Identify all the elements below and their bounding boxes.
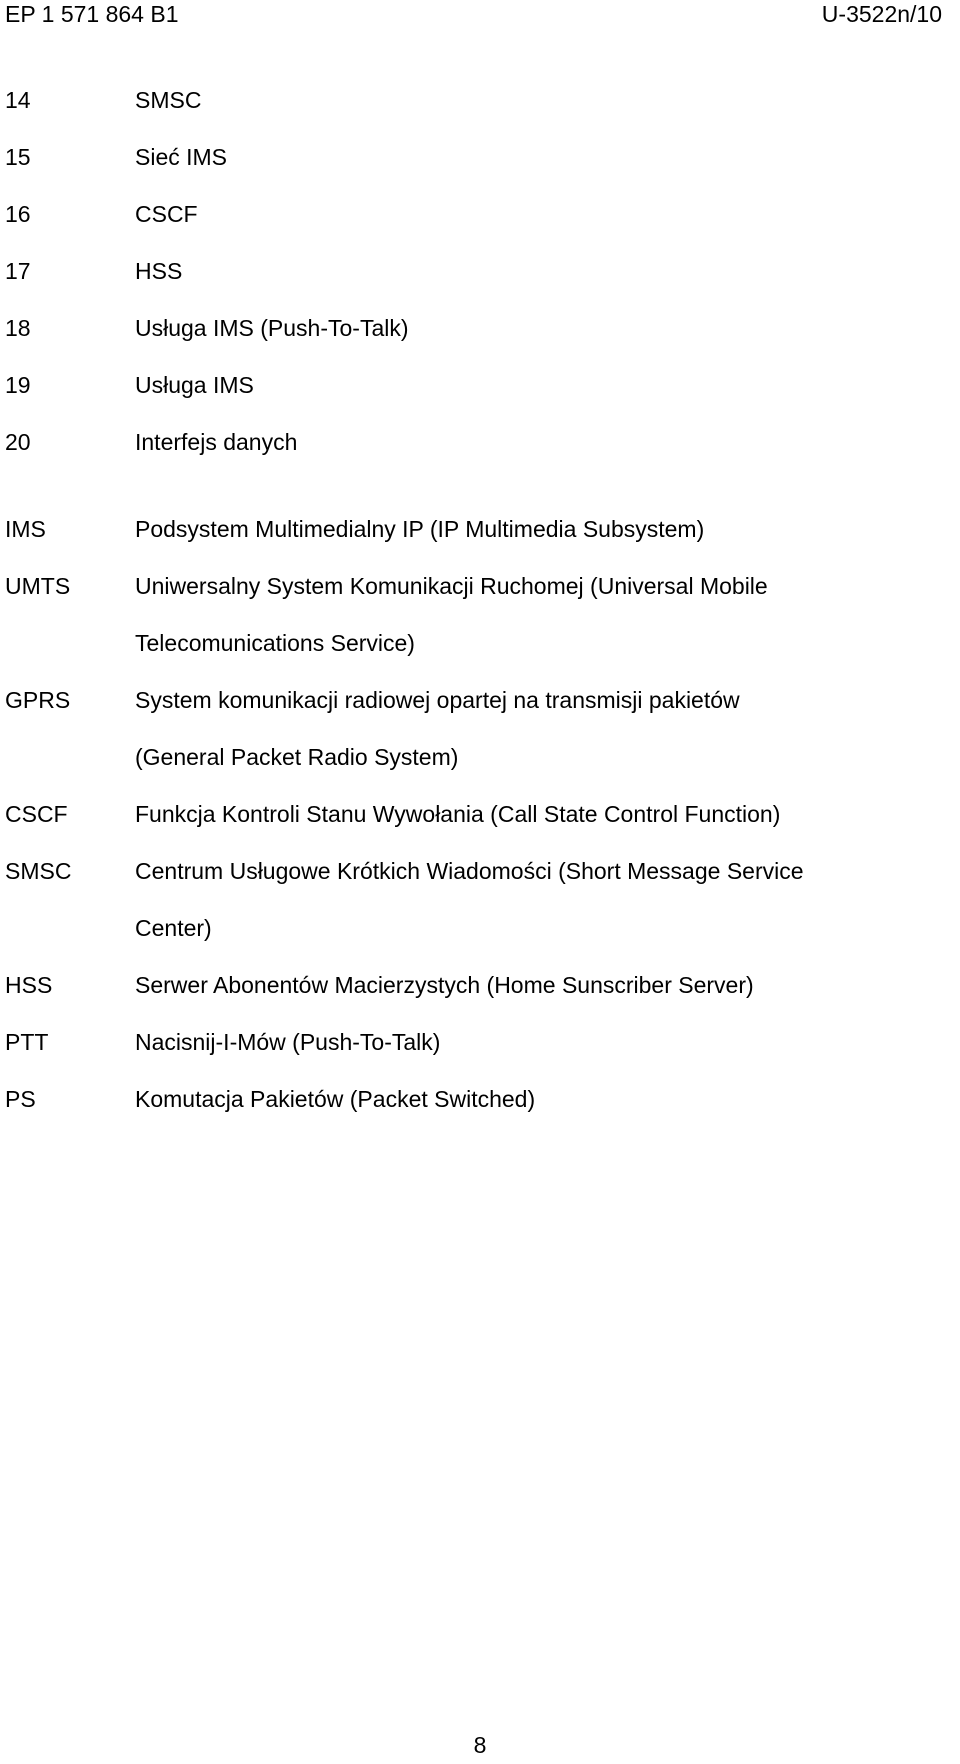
list-item xyxy=(0,80,960,120)
reference-number: 16 xyxy=(5,201,31,227)
abbreviation: HSS xyxy=(5,972,53,998)
definition: Komutacja Pakietów (Packet Switched) xyxy=(135,1086,536,1112)
list-item xyxy=(0,365,960,405)
abbreviation: CSCF xyxy=(5,801,68,827)
glossary-entry xyxy=(0,851,960,891)
reference-label: CSCF xyxy=(135,201,198,227)
definition: Podsystem Multimedialny IP (IP Multimedia Subsystem) xyxy=(135,516,705,542)
definition-continuation: Telecomunications Service) xyxy=(135,630,415,656)
glossary-entry xyxy=(0,1022,960,1062)
reference-label: HSS xyxy=(135,258,183,284)
definition: Serwer Abonentów Macierzystych (Home Sunscriber Server) xyxy=(135,972,754,998)
definition-continuation: Center) xyxy=(135,915,212,941)
reference-number: 18 xyxy=(5,315,31,341)
definition: Funkcja Kontroli Stanu Wywołania (Call State Control Function) xyxy=(135,801,781,827)
page-header xyxy=(5,0,942,30)
abbreviation: SMSC xyxy=(5,858,72,884)
list-item xyxy=(0,308,960,348)
glossary-entry-continuation xyxy=(0,623,960,663)
reference-number: 20 xyxy=(5,429,31,455)
definition-continuation: (General Packet Radio System) xyxy=(135,744,459,770)
list-item xyxy=(0,251,960,291)
abbreviation: PTT xyxy=(5,1029,49,1055)
definition: Uniwersalny System Komunikacji Ruchomej (Universal Mobile xyxy=(135,573,768,599)
abbreviation: UMTS xyxy=(5,573,71,599)
abbreviation: PS xyxy=(5,1086,36,1112)
glossary-entry xyxy=(0,794,960,834)
reference-number: 17 xyxy=(5,258,31,284)
definition: Nacisnij-I-Mów (Push-To-Talk) xyxy=(135,1029,441,1055)
list-item xyxy=(0,194,960,234)
reference-number: 19 xyxy=(5,372,31,398)
list-item xyxy=(0,137,960,177)
abbreviation: IMS xyxy=(5,516,46,542)
abbreviation: GPRS xyxy=(5,687,71,713)
page-number: 8 xyxy=(473,1732,487,1758)
glossary-entry xyxy=(0,509,960,549)
glossary-entry-continuation xyxy=(0,737,960,777)
definition: System komunikacji radiowej opartej na transmisji pakietów xyxy=(135,687,740,713)
glossary-entry-continuation xyxy=(0,908,960,948)
list-item xyxy=(0,422,960,462)
reference-label: SMSC xyxy=(135,87,202,113)
glossary-entry xyxy=(0,965,960,1005)
reference-label: Sieć IMS xyxy=(135,144,228,170)
definition: Centrum Usługowe Krótkich Wiadomości (Short Message Service xyxy=(135,858,804,884)
document-code: U-3522n/10 xyxy=(821,1,942,27)
glossary-entry xyxy=(0,1079,960,1119)
reference-number: 15 xyxy=(5,144,31,170)
reference-number: 14 xyxy=(5,87,31,113)
reference-label: Usługa IMS xyxy=(135,372,254,398)
glossary-entry xyxy=(0,680,960,720)
reference-label: Interfejs danych xyxy=(135,429,298,455)
glossary-entry xyxy=(0,566,960,606)
reference-label: Usługa IMS (Push-To-Talk) xyxy=(135,315,409,341)
patent-number: EP 1 571 864 B1 xyxy=(5,1,179,27)
